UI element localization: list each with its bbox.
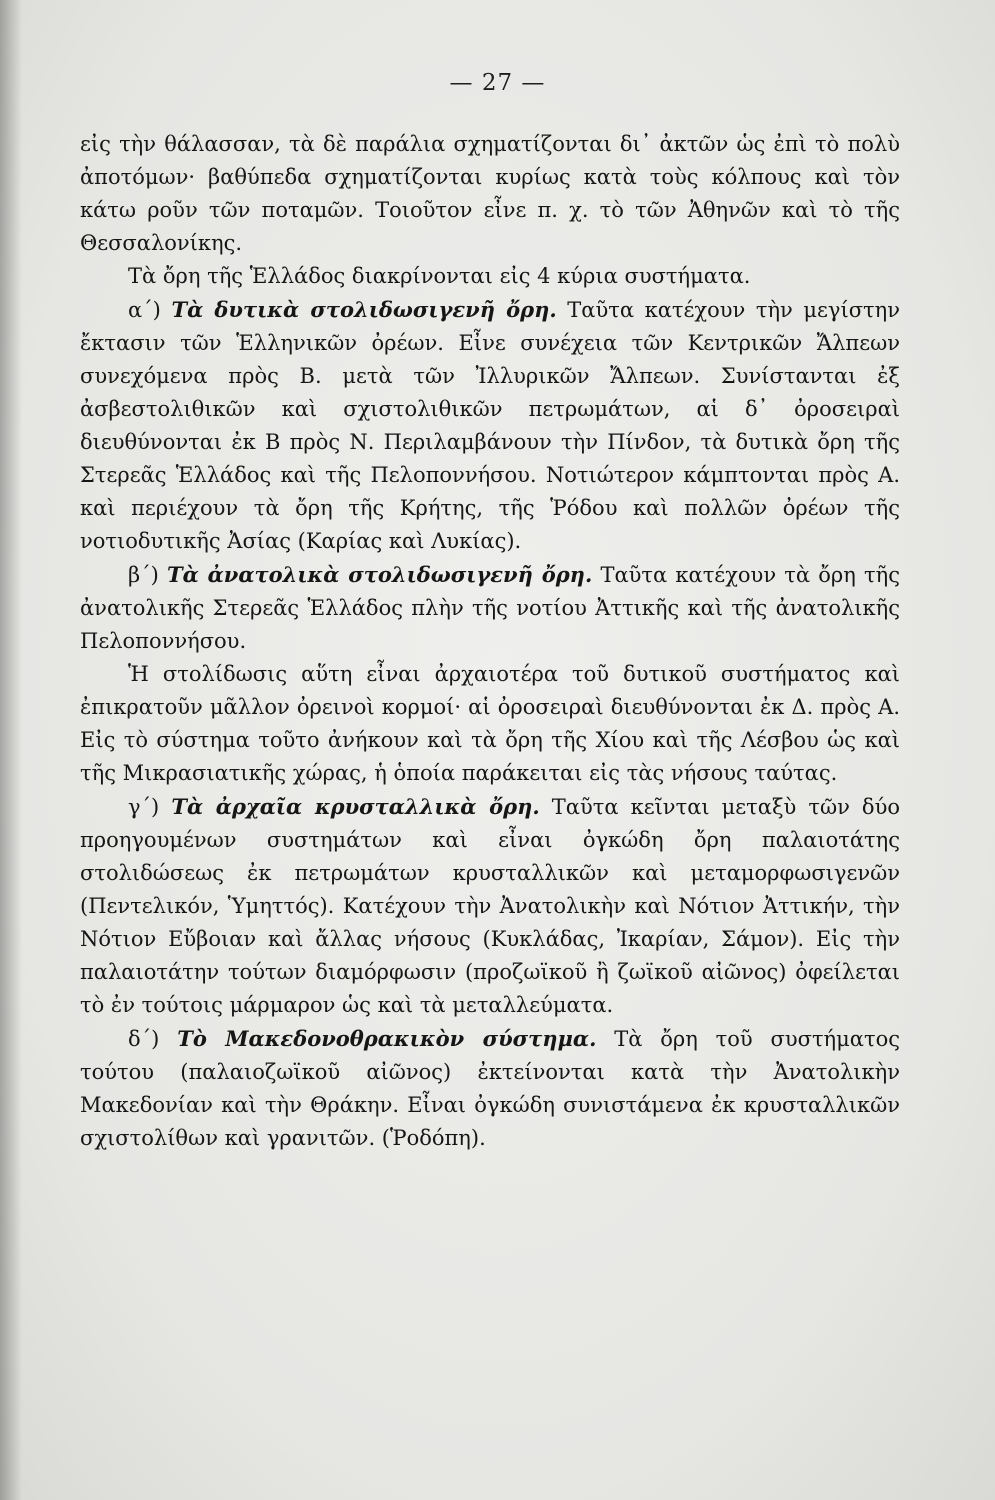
paragraph-systems-intro (80, 260, 900, 293)
section-label: δ΄) (128, 1027, 160, 1051)
paragraph-text: Ταῦτα κεῖνται μεταξὺ τῶν δύο προηγουμένων συστημάτων καὶ εἶναι ὀγκώδη ὄρη παλαιοτάτης στολιδώσεως ἐκ πετρωμάτων κρυσταλλικῶν καὶ μεταμορφωσιγενῶν (Πεντελικόν, Ὑμηττός). Κατέχουν τὴν Ἀνατολικὴν καὶ Νότιον Ἀττικήν, τὴν Νότιον Εὔβοιαν καὶ ἄλλας νήσους (Κυκλάδας, Ἰκαρίαν, Σάμον). Εἰς τὴν παλαιοτάτην τούτων διαμόρφωσιν (προζωϊκοῦ ἢ ζωϊκοῦ αἰῶνος) ὀφείλεται τὸ ἐν τούτοις μάρμαρον ὡς καὶ τὰ μεταλλεύματα. (80, 795, 900, 1017)
paragraph-continuation (80, 128, 900, 260)
paragraph-text: Ταῦτα κατέχουν τὴν μεγίστην ἔκτασιν τῶν Ἑλληνικῶν ὀρέων. Εἶνε συνέχεια τῶν Κεντρικῶν Ἄλπεων συνεχόμενα πρὸς Β. μετὰ τῶν Ἰλλυρικῶν Ἄλπεων. Συνίστανται ἐξ ἀσβεστολιθικῶν καὶ σχιστολιθικῶν πετρωμάτων, αἱ δ᾽ ὀροσειραὶ διευθύνονται ἐκ Β πρὸς Ν. Περιλαμβάνουν τὴν Πίνδον, τὰ δυτικὰ ὄρη τῆς Στερεᾶς Ἑλλάδος καὶ τῆς Πελοποννήσου. Νοτιώτερον κάμπτονται πρὸς Α. καὶ περιέχουν τὰ ὄρη τῆς Κρήτης, τῆς Ῥόδου καὶ πολλῶν ὀρέων τῆς νοτιοδυτικῆς Ἀσίας (Καρίας καὶ Λυκίας). (80, 298, 900, 553)
paragraph-text: Ταῦτα κατέχουν τὰ ὄρη τῆς ἀνατολικῆς Στερεᾶς Ἑλλάδος πλὴν τῆς νοτίου Ἀττικῆς καὶ τῆς ἀνατολικῆς Πελοποννήσου. (80, 563, 900, 653)
section-label: α΄) (128, 298, 161, 322)
paragraph-text: εἰς τὴν θάλασσαν, τὰ δὲ παράλια σχηματίζονται δι᾽ ἀκτῶν ὡς ἐπὶ τὸ πολὺ ἀποτόμων· βαθύπεδα σχηματίζονται κυρίως κατὰ τοὺς κόλπους καὶ τὸν κάτω ροῦν τῶν ποταμῶν. Τοιοῦτον εἶνε π. χ. τὸ τῶν Ἀθηνῶν καὶ τὸ τῆς Θεσσαλονίκης. (80, 132, 900, 255)
paragraph-eastern-folds (80, 558, 900, 658)
paragraph-macedonothracian (80, 1022, 900, 1155)
paragraph-text: Τὰ ὄρη τοῦ συστήματος τούτου (παλαιοζωϊκοῦ αἰῶνος) ἐκτείνονται κατὰ τὴν Ἀνατολικὴν Μακεδονίαν καὶ τὴν Θράκην. Εἶναι ὀγκώδη συνιστάμενα ἐκ κρυσταλλικῶν σχιστολίθων καὶ γρανιτῶν. (Ῥοδόπη). (80, 1027, 900, 1150)
section-heading: Τὸ Μακεδονοθρακικὸν σύστημα. (177, 1026, 597, 1051)
section-label: γ΄) (128, 795, 160, 819)
paragraph-eastern-details (80, 658, 900, 790)
section-label: β΄) (128, 563, 159, 587)
paragraph-crystalline (80, 790, 900, 1022)
paragraph-western-folds (80, 293, 900, 558)
section-heading: Τὰ δυτικὰ στολιδωσιγενῆ ὄρη. (171, 297, 557, 322)
page-number: — 27 — (449, 70, 546, 96)
body-text (80, 128, 900, 1155)
paragraph-text: Ἡ στολίδωσις αὕτη εἶναι ἀρχαιοτέρα τοῦ δυτικοῦ συστήματος καὶ ἐπικρατοῦν μᾶλλον ὀρεινοὶ κορμοί· αἱ ὀροσειραὶ διευθύνονται ἐκ Δ. πρὸς Α. Εἰς τὸ σύστημα τοῦτο ἀνήκουν καὶ τὰ ὄρη τῆς Χίου καὶ τῆς Λέσβου ὡς καὶ τῆς Μικρασιατικῆς χώρας, ἡ ὁποία παράκειται εἰς τὰς νήσους ταύτας. (80, 662, 900, 785)
section-heading: Τὰ ἀνατολικὰ στολιδωσιγενῆ ὄρη. (167, 562, 593, 587)
binding-shadow (0, 0, 22, 1500)
paragraph-text: Τὰ ὄρη τῆς Ἑλλάδος διακρίνονται εἰς 4 κύρια συστήματα. (128, 264, 751, 288)
section-heading: Τὰ ἀρχαῖα κρυσταλλικὰ ὄρη. (171, 794, 540, 819)
